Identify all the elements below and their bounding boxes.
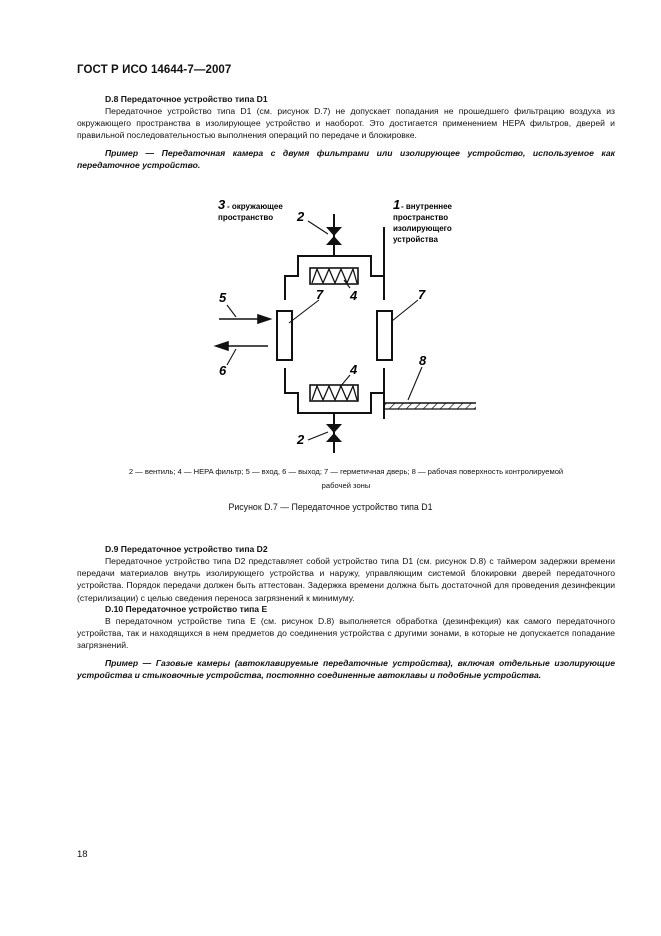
figure-caption: Рисунок D.7 — Передаточное устройство типа D1 [228, 502, 433, 512]
section-d8-example: Пример — Передаточная камера с двумя фильтрами или изолирующее устройство, используемое как передаточное устройство. [77, 148, 615, 171]
label-inside-number: 1 [393, 197, 401, 212]
figure-legend-line2: рабочей зоны [321, 481, 371, 490]
section-d9-heading: D.9 Передаточное устройство типа D2 [105, 544, 268, 554]
label-outlet: 6 [219, 363, 227, 378]
label-inside-text2: пространство [393, 213, 449, 222]
label-outside-text2: пространство [218, 213, 274, 222]
label-valve-bottom: 2 [297, 432, 305, 447]
label-outside-number: 3 [218, 197, 226, 212]
bottom-valve-icon [326, 424, 342, 442]
label-outside-text: - окружающее [227, 202, 283, 211]
inlet-arrow-icon [219, 315, 270, 323]
top-hepa-filter-icon [310, 268, 358, 284]
left-door-icon [277, 311, 292, 360]
figure-legend [77, 465, 615, 493]
label-inside-text4: устройства [393, 235, 438, 244]
section-d10-body [77, 615, 615, 652]
section-d8-heading: D.8 Передаточное устройство типа D1 [105, 94, 268, 104]
label-inside-text3: изолирующего [393, 224, 452, 233]
page-number: 18 [77, 849, 88, 860]
bottom-hepa-filter-icon [310, 385, 358, 401]
section-d9-body [77, 555, 615, 604]
section-d10-paragraph: В передаточном устройстве типа E (см. рисунок D.8) выполняется обработка (дезинфекция) как самого передаточного устройства, так и находящихся в нем предметов до соединения устройства с другими зонами, в которые не допускается попадание загрязнений. [77, 616, 615, 651]
top-valve-icon [326, 227, 342, 245]
label-valve-top: 2 [297, 209, 305, 224]
right-door-icon [377, 311, 392, 360]
label-filter-top: 4 [350, 288, 358, 303]
label-inside-text1: - внутреннее [401, 202, 452, 211]
document-header: ГОСТ Р ИСО 14644-7—2007 [77, 64, 232, 76]
label-inlet: 5 [219, 290, 227, 305]
section-d10-example: Пример — Газовые камеры (автоклавируемые передаточные устройства), включая отдельные изолирующие устройства и стыковочные устройства, постоянно соединенные автоклавы и подобные устройства. [77, 658, 615, 681]
figure-legend-line1: 2 — вентиль; 4 — HEPA фильтр; 5 — вход, 6 — выход; 7 — герметичная дверь; 8 — рабочая поверхность контролируемой [128, 467, 564, 476]
label-door-right: 7 [418, 287, 426, 302]
outlet-arrow-icon [216, 342, 268, 350]
label-filter-bottom: 4 [350, 362, 358, 377]
section-d8-paragraph: Передаточное устройство типа D1 (см. рисунок D.7) не допускает попадания не прошедшего фильтрацию воздуха из окружающего пространства в изолирующее устройство и наоборот. Это достигается применением HEPA фильтров, дверей и правильной последовательностью выполнения операций по передаче и блокировке. [77, 106, 615, 141]
section-d10-heading: D.10 Передаточное устройство типа E [105, 604, 268, 614]
label-door-left: 7 [316, 287, 324, 302]
label-work-surface: 8 [419, 353, 427, 368]
work-surface-icon [384, 403, 476, 409]
section-d9-paragraph: Передаточное устройство типа D2 представляет собой устройство типа D1 (см. рисунок D.8) с таймером задержки времени передачи материалов внутрь изолирующего устройства и наружу, управляющим системой блокировки дверей передаточного устройства. Порядок передачи должен быть аттестован. Задержка времени должна быть достаточной для проведения дезинфекции (стерилизации) с целью сведения переноса загрязнений к минимуму. [77, 556, 615, 603]
